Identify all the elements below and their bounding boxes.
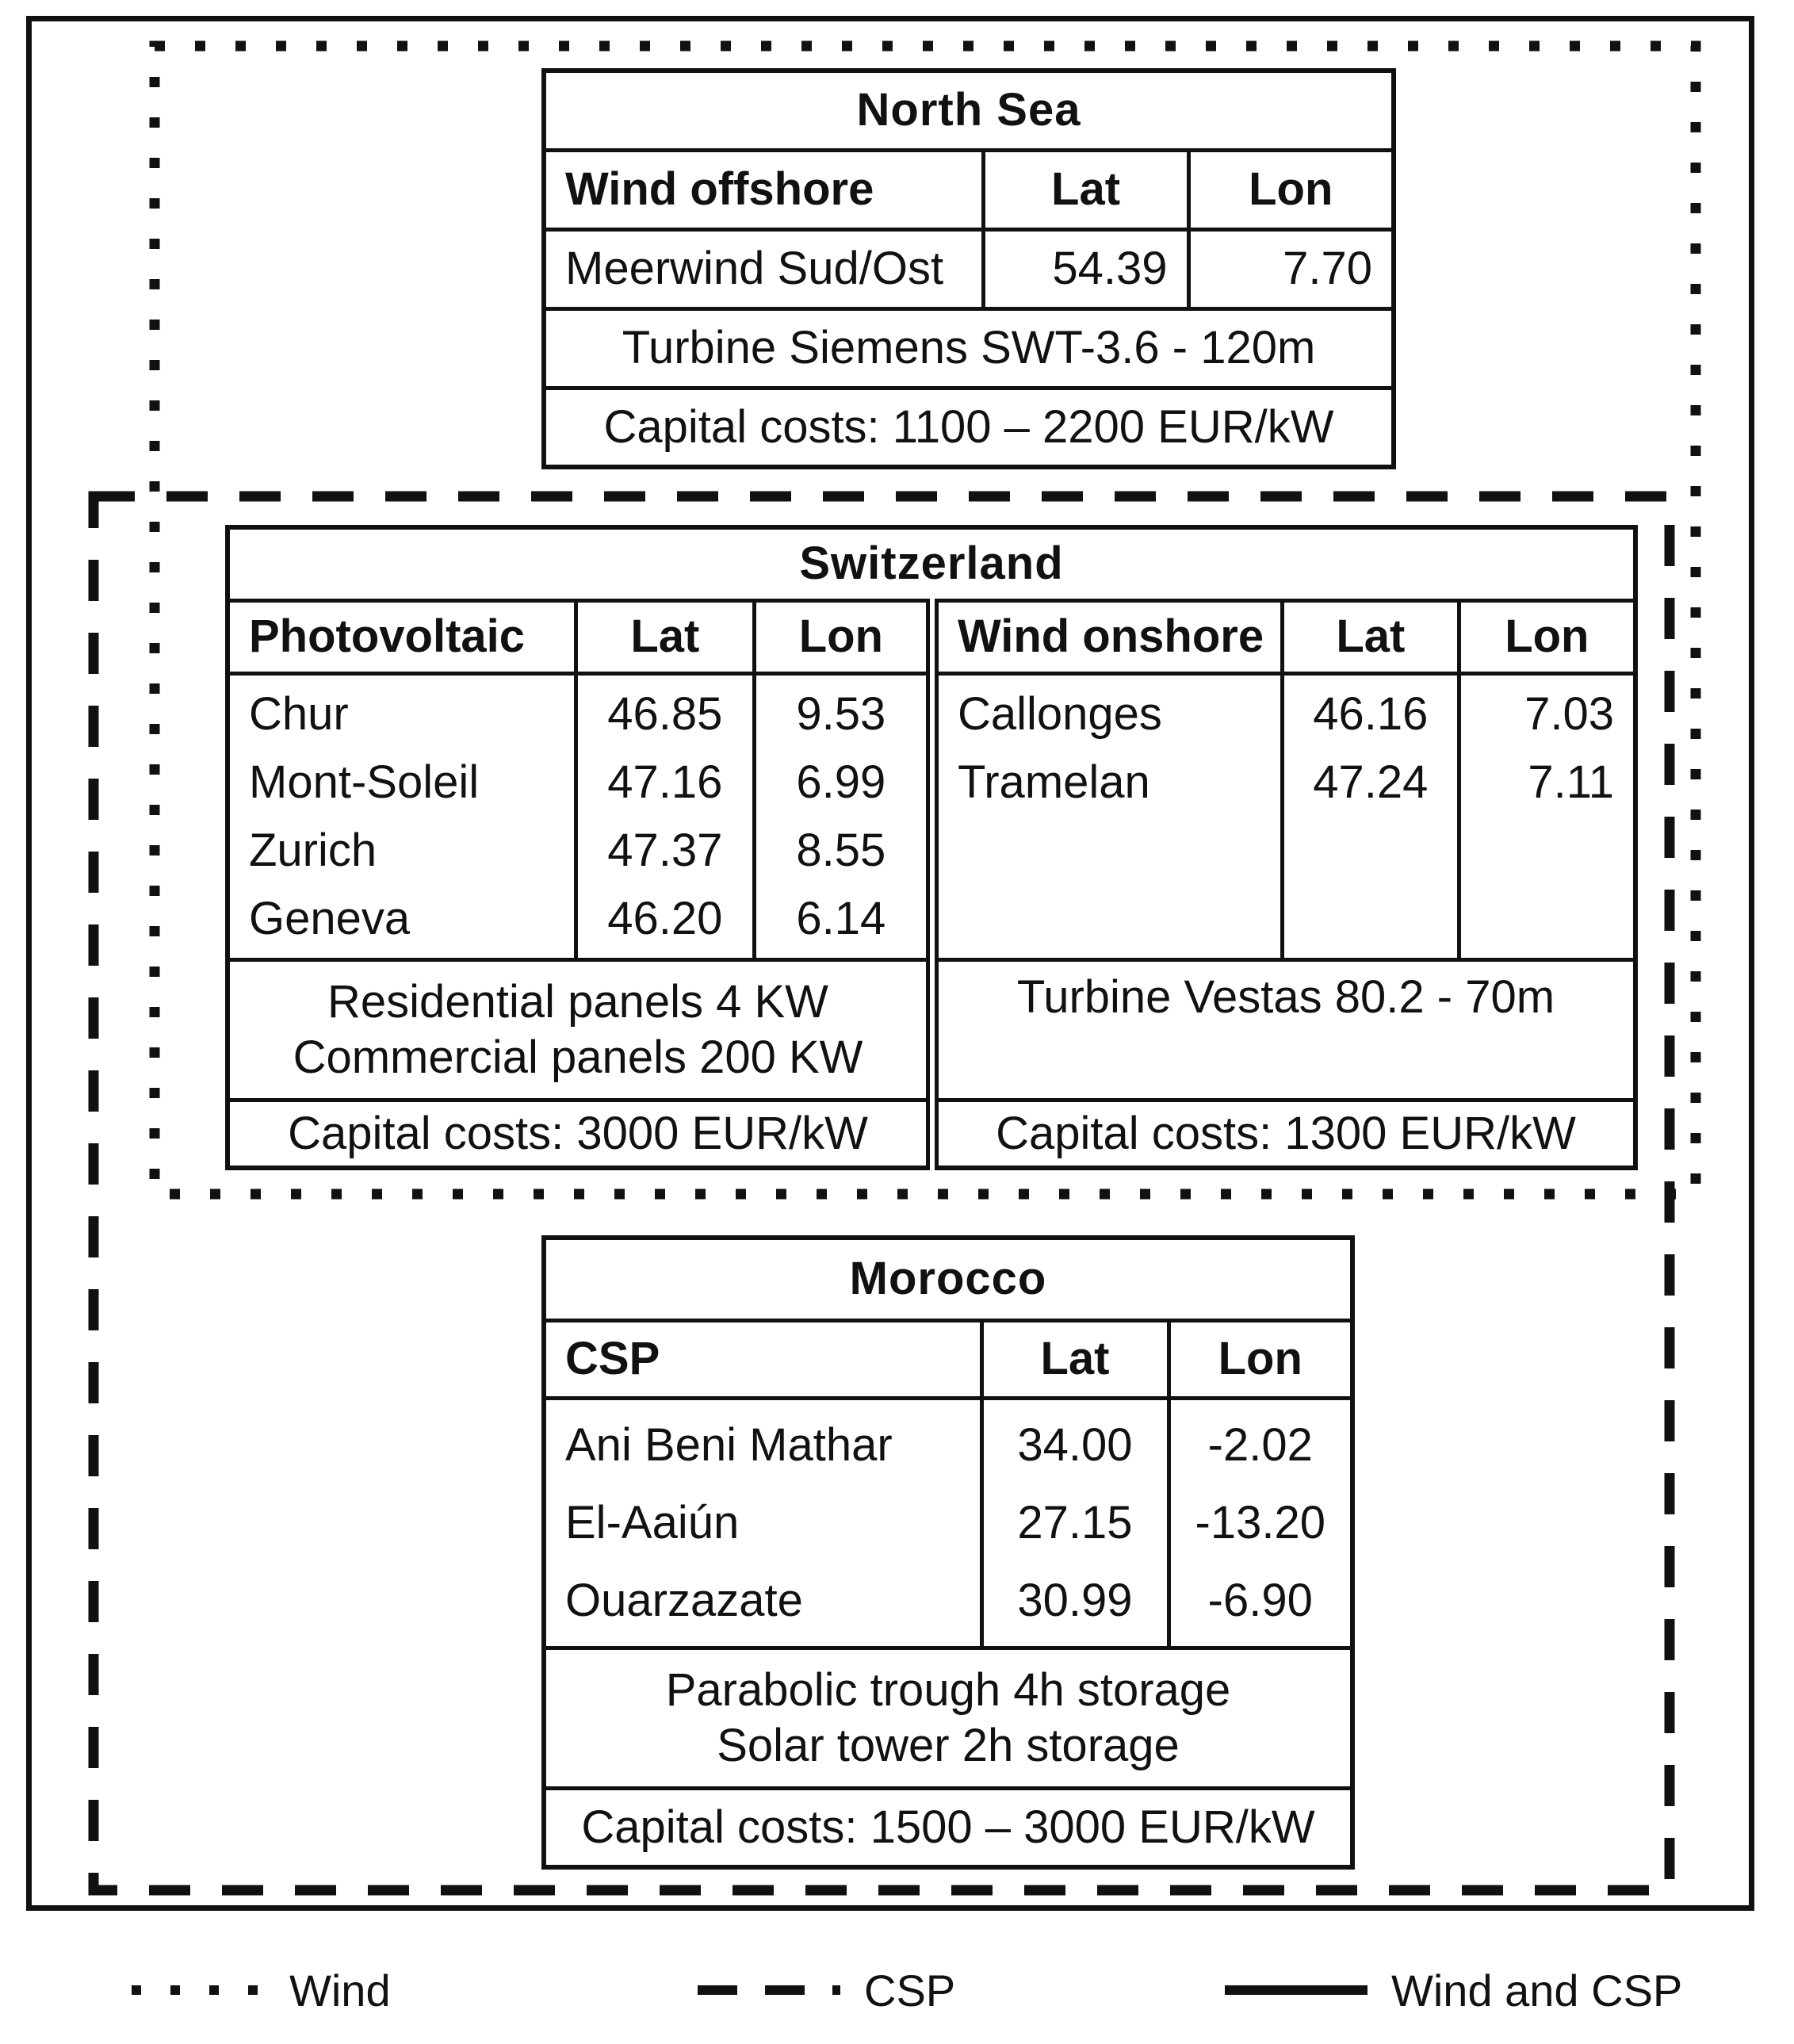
turbine-note: Turbine Siemens SWT-3.6 - 120m <box>544 308 1394 388</box>
list-item: 46.85 <box>607 687 723 740</box>
wind-capital-costs: Capital costs: 1300 EUR/kW <box>932 1100 1635 1168</box>
site-lon: 7.70 <box>1188 229 1394 308</box>
list-item: 9.53 <box>796 687 886 740</box>
list-item: 7.11 <box>1528 756 1614 808</box>
pv-panels-note <box>228 959 932 1100</box>
csp-storage-note <box>544 1648 1352 1788</box>
wind-onshore-header: Wind onshore <box>932 600 1282 673</box>
list-item: 8.55 <box>796 824 886 876</box>
legend-item-wind <box>127 1958 391 2022</box>
csp-note-line1: Parabolic trough 4h storage <box>665 1663 1231 1716</box>
site-name: Meerwind Sud/Ost <box>544 229 983 308</box>
dashed-line-icon <box>698 1982 840 1998</box>
list-item: Zurich <box>249 824 377 876</box>
list-item: Chur <box>249 687 349 740</box>
csp-site-lons <box>1169 1398 1352 1648</box>
list-item: Callonges <box>957 687 1162 740</box>
morocco-title: Morocco <box>544 1238 1352 1320</box>
legend-label-csp: CSP <box>864 1965 956 2015</box>
list-item: 34.00 <box>1017 1418 1133 1471</box>
wind-offshore-header: Wind offshore <box>544 150 983 229</box>
lon-header: Lon <box>1169 1320 1352 1398</box>
lon-header: Lon <box>754 600 932 673</box>
csp-site-names <box>544 1398 981 1648</box>
wind-turbine-note: Turbine Vestas 80.2 - 70m <box>932 959 1635 1100</box>
photovoltaic-header: Photovoltaic <box>228 600 576 673</box>
pv-note-line1: Residential panels 4 KW <box>327 975 828 1028</box>
list-item: -6.90 <box>1207 1574 1313 1626</box>
list-item: 7.03 <box>1524 687 1614 740</box>
solid-line-icon <box>1225 1982 1367 1998</box>
list-item: 46.20 <box>607 892 723 944</box>
site-list-row <box>228 673 1635 959</box>
pv-site-names <box>228 673 576 959</box>
legend-item-wind-and-csp <box>1225 1958 1682 2022</box>
csp-header: CSP <box>544 1320 981 1398</box>
list-item: Ouarzazate <box>565 1574 803 1626</box>
north-sea-title: North Sea <box>544 71 1394 150</box>
list-item: -13.20 <box>1195 1496 1325 1548</box>
pv-note-line2: Commercial panels 200 KW <box>293 1031 863 1083</box>
list-item: 6.99 <box>796 756 886 808</box>
lon-header: Lon <box>1188 150 1394 229</box>
lat-header: Lat <box>576 600 754 673</box>
list-item: 30.99 <box>1017 1574 1133 1626</box>
switzerland-title: Switzerland <box>228 527 1635 600</box>
csp-capital-costs: Capital costs: 1500 – 3000 EUR/kW <box>544 1788 1352 1867</box>
site-list-row <box>544 1398 1352 1648</box>
list-item: Mont-Soleil <box>249 756 480 808</box>
capital-costs: Capital costs: 1100 – 2200 EUR/kW <box>544 388 1394 467</box>
lon-header: Lon <box>1459 600 1635 673</box>
legend-item-csp <box>698 1958 955 2022</box>
list-item: Tramelan <box>957 756 1150 808</box>
list-item: 6.14 <box>796 892 886 944</box>
wind-site-names <box>932 673 1282 959</box>
wind-site-lons <box>1459 673 1635 959</box>
switzerland-table <box>225 525 1638 1170</box>
lat-header: Lat <box>1282 600 1459 673</box>
wind-site-lats <box>1282 673 1459 959</box>
list-item: 47.16 <box>607 756 723 808</box>
csp-note-line2: Solar tower 2h storage <box>717 1719 1180 1771</box>
list-item: Geneva <box>249 892 411 944</box>
list-item: El-Aaiún <box>565 1496 740 1548</box>
legend-label-wind-and-csp: Wind and CSP <box>1391 1965 1683 2015</box>
table-row <box>544 229 1394 308</box>
pv-site-lons <box>754 673 932 959</box>
list-item: 47.37 <box>607 824 723 876</box>
site-lat: 54.39 <box>983 229 1188 308</box>
list-item: -2.02 <box>1207 1418 1313 1471</box>
list-item: 27.15 <box>1017 1496 1133 1548</box>
lat-header: Lat <box>983 150 1188 229</box>
list-item: Ani Beni Mathar <box>565 1418 893 1471</box>
north-sea-table <box>541 68 1396 469</box>
csp-site-lats <box>981 1398 1169 1648</box>
lat-header: Lat <box>981 1320 1169 1398</box>
pv-site-lats <box>576 673 754 959</box>
pv-capital-costs: Capital costs: 3000 EUR/kW <box>228 1100 932 1168</box>
list-item: 47.24 <box>1313 756 1429 808</box>
list-item: 46.16 <box>1313 687 1429 740</box>
morocco-table <box>541 1235 1355 1870</box>
legend <box>0 1958 1794 2022</box>
legend-label-wind: Wind <box>289 1965 391 2015</box>
dotted-line-icon <box>127 1982 266 1998</box>
